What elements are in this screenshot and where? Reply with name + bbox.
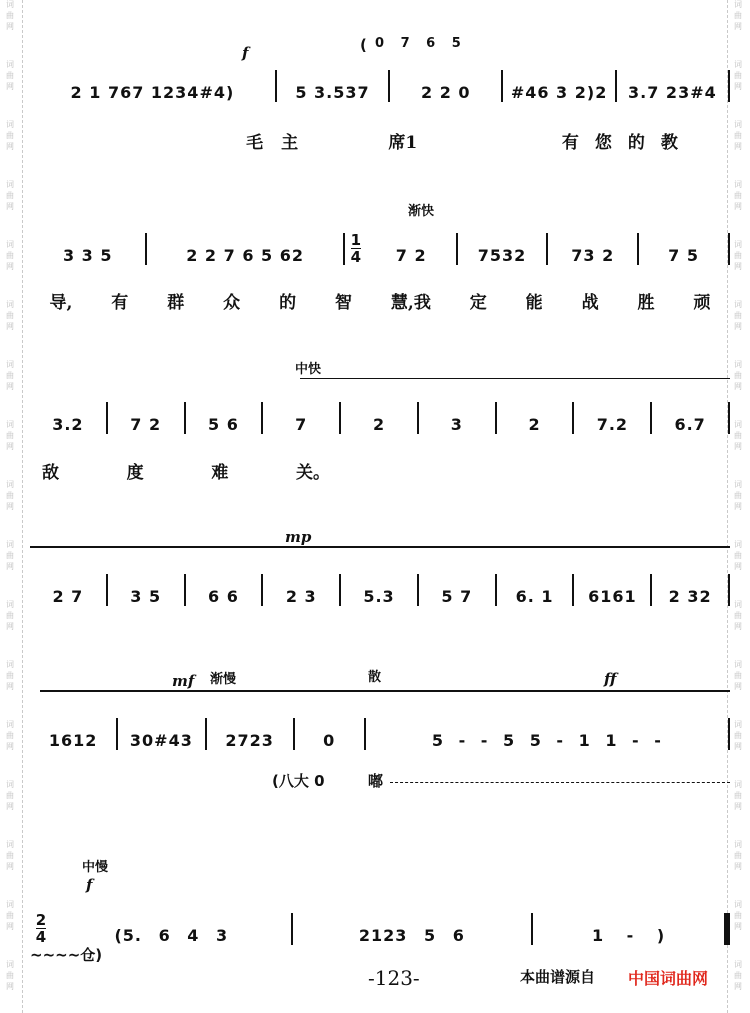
side-watermark: 曲 [734, 431, 742, 440]
side-watermark: 网 [6, 622, 14, 631]
side-watermark: 词 [734, 180, 742, 189]
side-watermark: 曲 [6, 791, 14, 800]
side-watermark: 曲 [6, 191, 14, 200]
side-watermark: 曲 [6, 611, 14, 620]
staff-top-rule [40, 690, 730, 692]
side-watermark: 词 [6, 480, 14, 489]
side-watermark: 网 [6, 262, 14, 271]
lyric: 胜 [637, 293, 655, 313]
measure-row [30, 718, 730, 750]
side-watermark: 词 [734, 420, 742, 429]
side-watermark: 曲 [6, 311, 14, 320]
side-watermark: 曲 [734, 551, 742, 560]
page-number: -123- [368, 966, 420, 990]
measure: 7 2 [130, 415, 162, 434]
side-watermark: 词 [734, 540, 742, 549]
measure-row [30, 232, 730, 265]
side-watermark: 词 [6, 120, 14, 129]
side-watermark: 词 [734, 780, 742, 789]
tempo-mark: 中慢 [82, 860, 109, 875]
side-watermark: 网 [6, 862, 14, 871]
side-watermark: 网 [734, 682, 742, 691]
side-watermark: 网 [6, 442, 14, 451]
measure: 30#43 [129, 731, 193, 750]
final-barline [724, 913, 730, 945]
side-watermark: 网 [734, 502, 742, 511]
measure: 2 2 7 6 5 62 [186, 246, 304, 265]
side-watermark: 网 [734, 622, 742, 631]
side-watermark: 词 [734, 900, 742, 909]
lyric: 毛主 [246, 133, 317, 153]
side-watermark: 网 [6, 82, 14, 91]
time-signature: 2 4 [35, 911, 47, 946]
side-watermark: 词 [6, 240, 14, 249]
side-watermark: 曲 [734, 371, 742, 380]
measure: 2 [372, 415, 386, 434]
side-watermark: 曲 [734, 671, 742, 680]
measure: 6. 1 [515, 587, 554, 606]
side-watermark: 网 [6, 682, 14, 691]
bracket-open: ( [360, 36, 367, 54]
side-watermark: 词 [6, 0, 14, 9]
side-watermark: 网 [6, 322, 14, 331]
side-watermark: 词 [734, 300, 742, 309]
measure: 1612 [48, 731, 98, 750]
side-watermark: 曲 [734, 311, 742, 320]
tempo-mark: 渐慢 [210, 672, 237, 687]
side-watermark: 词 [734, 480, 742, 489]
measure: 3 3 5 [62, 246, 113, 265]
side-watermark: 曲 [734, 791, 742, 800]
measure: 5 3.537 [295, 83, 370, 102]
measure: (5. 6 4 3 [114, 926, 229, 945]
dynamic-mark: f [86, 876, 93, 894]
side-watermark: 词 [6, 540, 14, 549]
side-watermark: 词 [734, 600, 742, 609]
side-watermark: 网 [6, 742, 14, 751]
side-watermark: 网 [734, 562, 742, 571]
side-watermark: 词 [6, 660, 14, 669]
measure: 5 6 [208, 415, 239, 434]
side-watermark: 曲 [6, 731, 14, 740]
side-watermark: 曲 [734, 71, 742, 80]
lyric: 度 [126, 463, 144, 483]
side-watermark: 网 [6, 562, 14, 571]
lyric: 群 [167, 293, 185, 313]
side-watermark: 曲 [6, 911, 14, 920]
side-watermark: 网 [734, 202, 742, 211]
side-watermark: 曲 [6, 551, 14, 560]
lyric: 关。 [295, 463, 330, 483]
side-watermark: 词 [734, 840, 742, 849]
side-watermark: 网 [734, 322, 742, 331]
side-watermark: 曲 [6, 431, 14, 440]
measure: 73 2 [571, 246, 615, 265]
lyric: 导, [49, 293, 73, 313]
measure: 2 3 [285, 587, 317, 606]
side-watermark: 词 [6, 60, 14, 69]
side-watermark: 词 [734, 720, 742, 729]
time-signature: 1 4 [350, 231, 362, 266]
side-watermark: 曲 [734, 911, 742, 920]
staff-top-rule [30, 546, 730, 548]
side-watermark: 词 [734, 660, 742, 669]
side-watermark: 词 [734, 240, 742, 249]
side-watermark: 网 [6, 22, 14, 31]
lyric-row [30, 128, 730, 153]
side-watermark: 曲 [6, 491, 14, 500]
side-watermark: 词 [6, 840, 14, 849]
measure: 7 2 [395, 246, 427, 265]
side-watermark: 曲 [6, 71, 14, 80]
tempo-extension-line [300, 378, 730, 379]
side-watermark: 网 [734, 22, 742, 31]
dynamic-mark: mp [285, 528, 312, 546]
lyric: 能 [525, 293, 543, 313]
lyric: 智 [334, 293, 352, 313]
side-watermark: 词 [734, 0, 742, 9]
side-watermark: 曲 [734, 851, 742, 860]
measure: 6161 [588, 587, 637, 606]
measure: 3.2 [52, 415, 84, 434]
barline [728, 70, 730, 102]
measure: #46 3 2)2 [510, 83, 608, 102]
side-watermark: 曲 [734, 191, 742, 200]
side-watermark: 网 [6, 382, 14, 391]
measure: 3 5 [130, 587, 162, 606]
tempo-mark: 中快 [295, 362, 322, 377]
side-watermark: 网 [734, 922, 742, 931]
measure-row [30, 574, 730, 606]
measure: 3 [450, 415, 463, 434]
measure: 2 [528, 415, 541, 434]
measure: 2 2 0 [421, 83, 471, 102]
measure: 5 7 [441, 587, 473, 606]
barline [728, 718, 730, 750]
side-watermark: 曲 [734, 11, 742, 20]
lyric: 众 [223, 293, 241, 313]
percussion-part: 嘟 [368, 772, 384, 790]
side-watermark: 词 [6, 180, 14, 189]
lyric: 敌 [42, 463, 59, 483]
lyric: 慧,我 [390, 293, 431, 313]
side-watermark: 曲 [734, 731, 742, 740]
lyric-row [30, 458, 330, 483]
side-watermark: 网 [6, 922, 14, 931]
side-watermark: 网 [734, 742, 742, 751]
barline [728, 402, 730, 434]
measure: 7532 [477, 246, 527, 265]
measure: 7 [295, 415, 308, 434]
lyric: 战 [581, 293, 599, 313]
side-watermark: 曲 [6, 251, 14, 260]
side-watermark: 曲 [734, 131, 742, 140]
percussion-part: (八大 0 [272, 772, 325, 790]
side-watermark: 词 [6, 300, 14, 309]
side-watermark: 网 [734, 82, 742, 91]
lyric: 顽 [693, 293, 711, 313]
side-watermark: 网 [6, 802, 14, 811]
side-watermark: 曲 [6, 671, 14, 680]
side-watermark: 曲 [6, 11, 14, 20]
barline [728, 574, 730, 606]
measure: 2 1 767 1234#4) [70, 83, 235, 102]
dynamic-mark: ff [604, 670, 617, 688]
measure: 2123 5 6 [358, 926, 465, 945]
measure-row [30, 402, 730, 434]
measure: 6 6 [208, 587, 239, 606]
lyric: 有 [111, 293, 129, 313]
side-watermark: 词 [6, 360, 14, 369]
side-watermark: 网 [734, 862, 742, 871]
measure: 2 32 [668, 587, 712, 606]
side-watermark: 网 [6, 982, 14, 991]
lyric-row [30, 288, 730, 313]
measure-row [30, 70, 730, 102]
measure: 7 5 [668, 246, 699, 265]
dynamic-mark: f [242, 44, 249, 62]
side-watermark: 网 [6, 202, 14, 211]
upper-passage: 0 7 6 5 [375, 36, 467, 51]
measure: 5 - - 5 5 - 1 1 - - [431, 731, 662, 750]
tempo-mark: 渐快 [408, 204, 435, 219]
measure: 7.2 [596, 415, 629, 434]
tempo-mark: 散 [368, 670, 382, 685]
dynamic-mark: mf [172, 672, 195, 690]
side-watermark: 网 [734, 982, 742, 991]
side-watermark: 曲 [734, 491, 742, 500]
side-watermark: 词 [734, 120, 742, 129]
side-watermark: 词 [734, 60, 742, 69]
measure: 1 - ) [591, 926, 666, 945]
side-watermark: 词 [6, 780, 14, 789]
side-watermark: 曲 [6, 971, 14, 980]
right-margin [727, 0, 750, 1013]
source-site[interactable]: 中国词曲网 [628, 969, 709, 988]
percussion-part: ~~~~仓) [30, 946, 103, 964]
side-watermark: 词 [6, 900, 14, 909]
lyric: 难 [211, 463, 229, 483]
side-watermark: 词 [6, 960, 14, 969]
side-watermark: 词 [6, 600, 14, 609]
measure: 3.7 23#4 [628, 83, 717, 102]
side-watermark: 网 [734, 442, 742, 451]
side-watermark: 词 [6, 420, 14, 429]
side-watermark: 网 [6, 142, 14, 151]
side-watermark: 曲 [734, 611, 742, 620]
measure: 2723 [225, 731, 274, 750]
lyric: 的 [279, 293, 297, 313]
trill-line [390, 782, 730, 784]
side-watermark: 曲 [6, 371, 14, 380]
side-watermark: 曲 [734, 971, 742, 980]
side-watermark: 网 [734, 262, 742, 271]
side-watermark: 词 [6, 720, 14, 729]
side-watermark: 网 [734, 382, 742, 391]
side-watermark: 网 [734, 802, 742, 811]
source-label: 本曲谱源自 [520, 968, 596, 986]
barline [728, 233, 730, 265]
measure: 5.3 [363, 587, 395, 606]
side-watermark: 网 [6, 502, 14, 511]
side-watermark: 词 [734, 960, 742, 969]
side-watermark: 网 [734, 142, 742, 151]
measure-row [30, 912, 730, 945]
side-watermark: 曲 [6, 131, 14, 140]
side-watermark: 曲 [6, 851, 14, 860]
lyric: 席1 [388, 133, 418, 153]
measure: 0 [323, 731, 336, 750]
side-watermark: 曲 [734, 251, 742, 260]
lyric: 定 [469, 293, 487, 313]
lyric: 有您的教 [561, 133, 694, 153]
side-watermark: 词 [734, 360, 742, 369]
measure: 2 7 [52, 587, 84, 606]
measure: 6.7 [674, 415, 706, 434]
left-margin [0, 0, 23, 1013]
